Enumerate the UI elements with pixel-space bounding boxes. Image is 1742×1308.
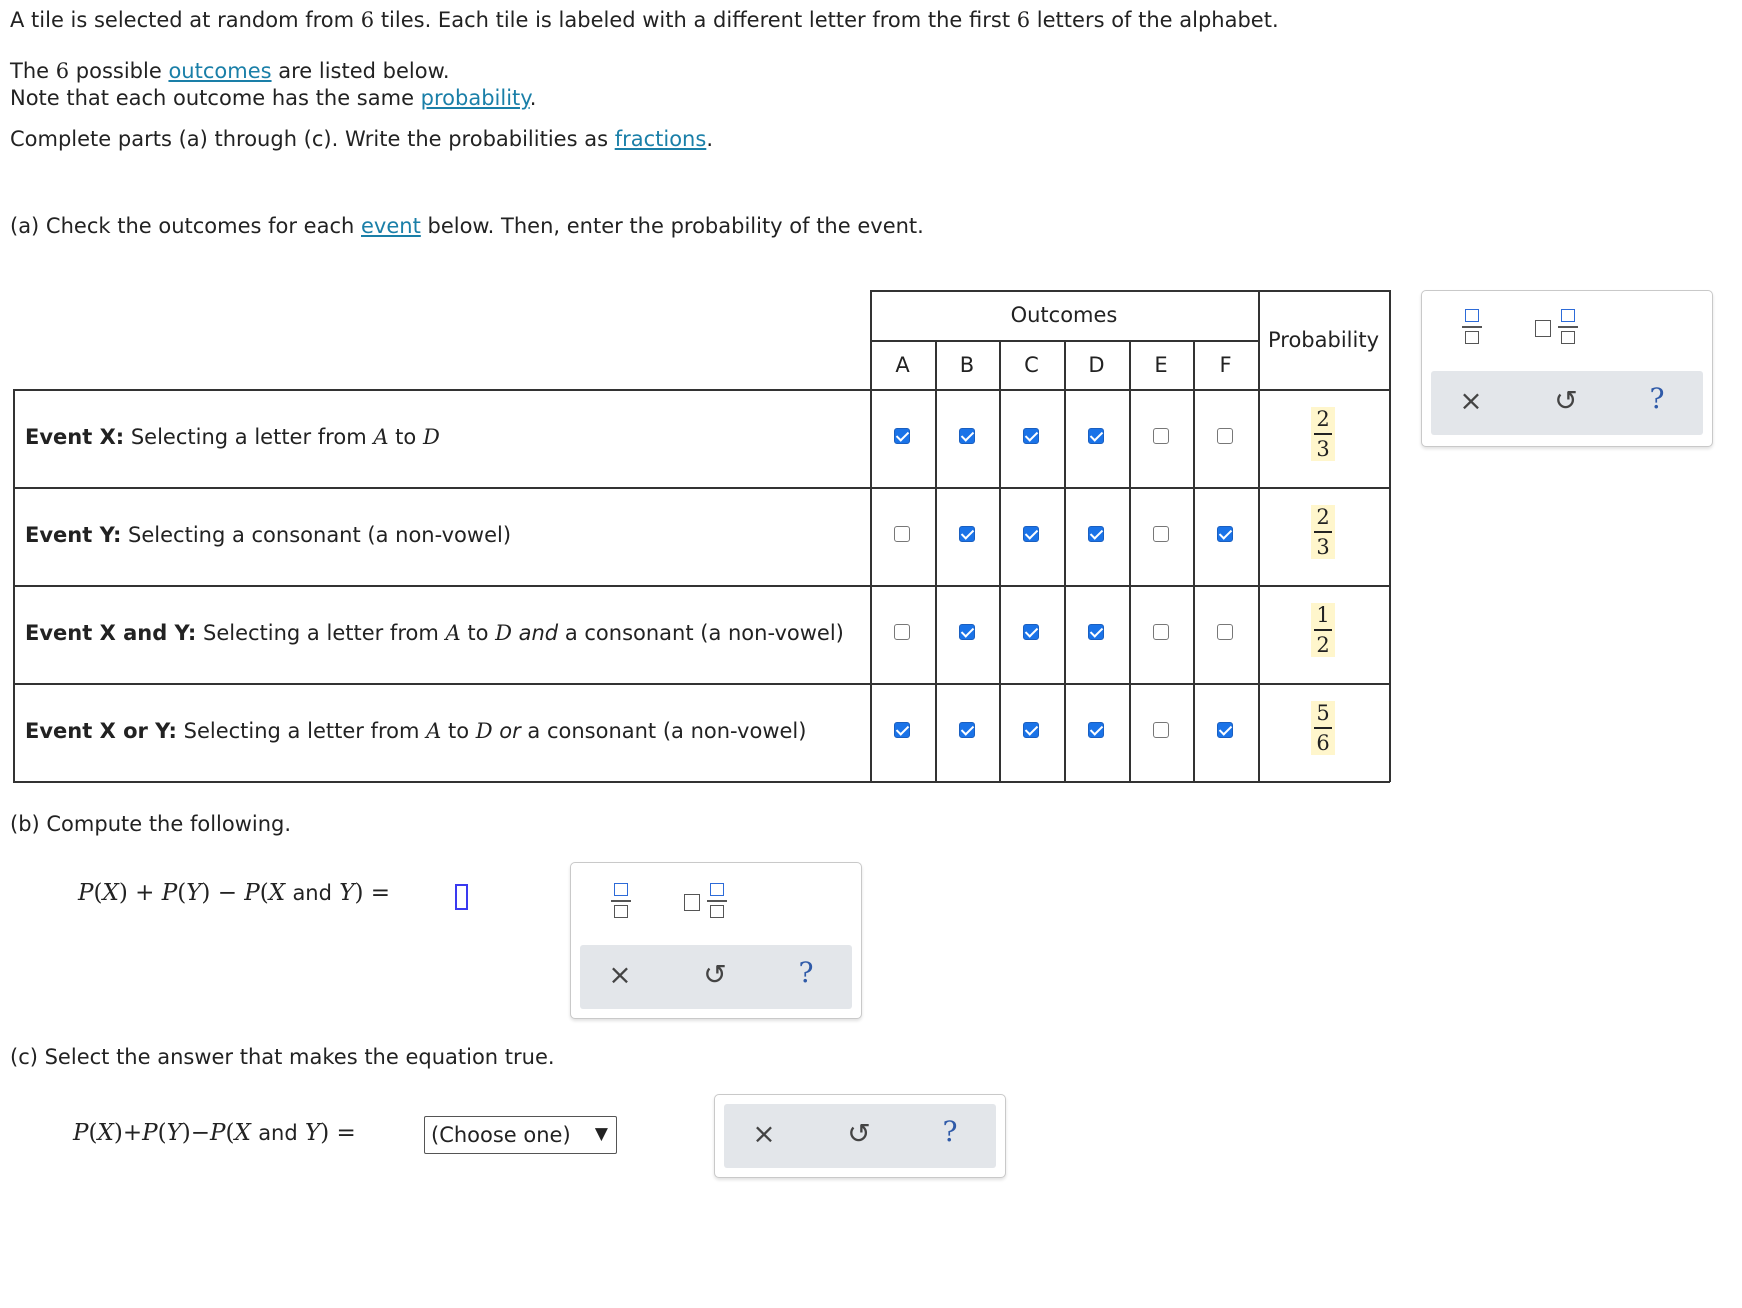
clear-icon[interactable]: × [608,958,632,991]
checkbox-row3-e[interactable] [1153,624,1169,640]
probability-link[interactable]: probability [420,86,530,110]
checkbox-row3-b[interactable] [959,624,975,640]
intro-number: 6 [55,59,70,83]
checkbox-row4-e[interactable] [1153,722,1169,738]
probability-x-and-y[interactable]: 1 2 [1311,603,1335,657]
part-b-expression: P(X) + P(Y) − P(X and Y) = [78,880,391,906]
letter-header-c: C [1024,353,1039,377]
checkbox-row1-a[interactable] [894,428,910,444]
checkbox-row2-f[interactable] [1217,526,1233,542]
event-link[interactable]: event [361,214,421,238]
checkbox-row1-e[interactable] [1153,428,1169,444]
probability-x-or-y[interactable]: 5 6 [1311,701,1335,755]
outcomes-link[interactable]: outcomes [168,59,272,83]
probability-header: Probability [1267,328,1379,352]
answer-tools-panel-b [570,862,862,1019]
checkbox-row3-f[interactable] [1217,624,1233,640]
fractions-link[interactable]: fractions [614,127,707,151]
letter-header-b: B [959,353,975,377]
undo-icon[interactable]: ↺ [703,958,727,991]
checkbox-row4-a[interactable] [894,722,910,738]
event-y-label: Event Y: Selecting a consonant (a non-vowel) [25,523,512,547]
undo-icon[interactable]: ↺ [1554,384,1578,417]
dropdown-arrow-icon: ▼ [594,1124,608,1144]
part-c-choose-select[interactable] [424,1116,617,1154]
checkbox-row3-d[interactable] [1088,624,1104,640]
help-icon[interactable]: ? [942,1115,958,1148]
intro-line-1 [10,8,1279,32]
intro-line-3 [10,86,536,110]
part-c-title: (c) Select the answer that makes the equation true. [10,1045,555,1069]
event-x-and-y-label: Event X and Y: Selecting a letter from A to D and a consonant (a non-vowel) [25,621,844,645]
intro-text: possible [69,59,169,83]
intro-text: Note that each outcome has the same [10,86,421,110]
event-x-label: Event X: Selecting a letter from A to D [25,425,440,449]
intro-line-2 [10,59,450,83]
intro-text: letters of the alphabet. [1030,8,1279,32]
checkbox-row4-d[interactable] [1088,722,1104,738]
intro-text: are listed below. [271,59,450,83]
checkbox-row4-f[interactable] [1217,722,1233,738]
mixed-number-icon[interactable] [684,883,730,923]
letter-header-d: D [1088,353,1105,377]
answer-tools-panel-c [714,1094,1006,1178]
intro-line-4 [10,127,713,151]
intro-text: A tile is selected at random from [10,8,361,32]
intro-text: . [529,86,537,110]
intro-text: Complete parts (a) through (c). Write the probabilities as [10,127,615,151]
part-a-text: (a) Check the outcomes for each [10,214,361,238]
checkbox-row2-c[interactable] [1023,526,1039,542]
fraction-icon[interactable] [611,883,631,923]
intro-text: The [10,59,56,83]
letter-header-a: A [895,353,910,377]
checkbox-row4-b[interactable] [959,722,975,738]
letter-header-f: F [1219,353,1232,377]
outcomes-header: Outcomes [1010,303,1118,327]
checkbox-row3-a[interactable] [894,624,910,640]
checkbox-row3-c[interactable] [1023,624,1039,640]
checkbox-row2-e[interactable] [1153,526,1169,542]
part-c-expression: P(X)+P(Y)−P(X and Y) = [73,1120,356,1146]
checkbox-row2-a[interactable] [894,526,910,542]
intro-text: tiles. Each tile is labeled with a different letter from the first [374,8,1017,32]
help-icon[interactable]: ? [1649,382,1665,415]
event-x-or-y-label: Event X or Y: Selecting a letter from A to D or a consonant (a non-vowel) [25,719,807,743]
mixed-number-icon[interactable] [1535,309,1581,349]
intro-text: . [706,127,713,151]
fraction-icon[interactable] [1462,309,1482,349]
select-value: (Choose one) [431,1123,571,1147]
checkbox-row2-b[interactable] [959,526,975,542]
checkbox-row1-b[interactable] [959,428,975,444]
answer-tools-panel-a [1421,290,1713,447]
checkbox-row1-c[interactable] [1023,428,1039,444]
intro-number: 6 [1016,8,1031,32]
probability-x[interactable]: 2 3 [1311,407,1335,461]
part-b-title: (b) Compute the following. [10,812,292,836]
checkbox-row2-d[interactable] [1088,526,1104,542]
part-a-instructions [10,214,924,238]
part-b-answer-input[interactable] [455,884,468,910]
intro-number: 6 [360,8,375,32]
undo-icon[interactable]: ↺ [847,1117,871,1150]
part-a-text: below. Then, enter the probability of the event. [420,214,924,238]
checkbox-row1-f[interactable] [1217,428,1233,444]
letter-header-e: E [1154,353,1168,377]
clear-icon[interactable]: × [752,1117,776,1150]
checkbox-row1-d[interactable] [1088,428,1104,444]
clear-icon[interactable]: × [1459,384,1483,417]
probability-y[interactable]: 2 3 [1311,505,1335,559]
checkbox-row4-c[interactable] [1023,722,1039,738]
help-icon[interactable]: ? [798,956,814,989]
